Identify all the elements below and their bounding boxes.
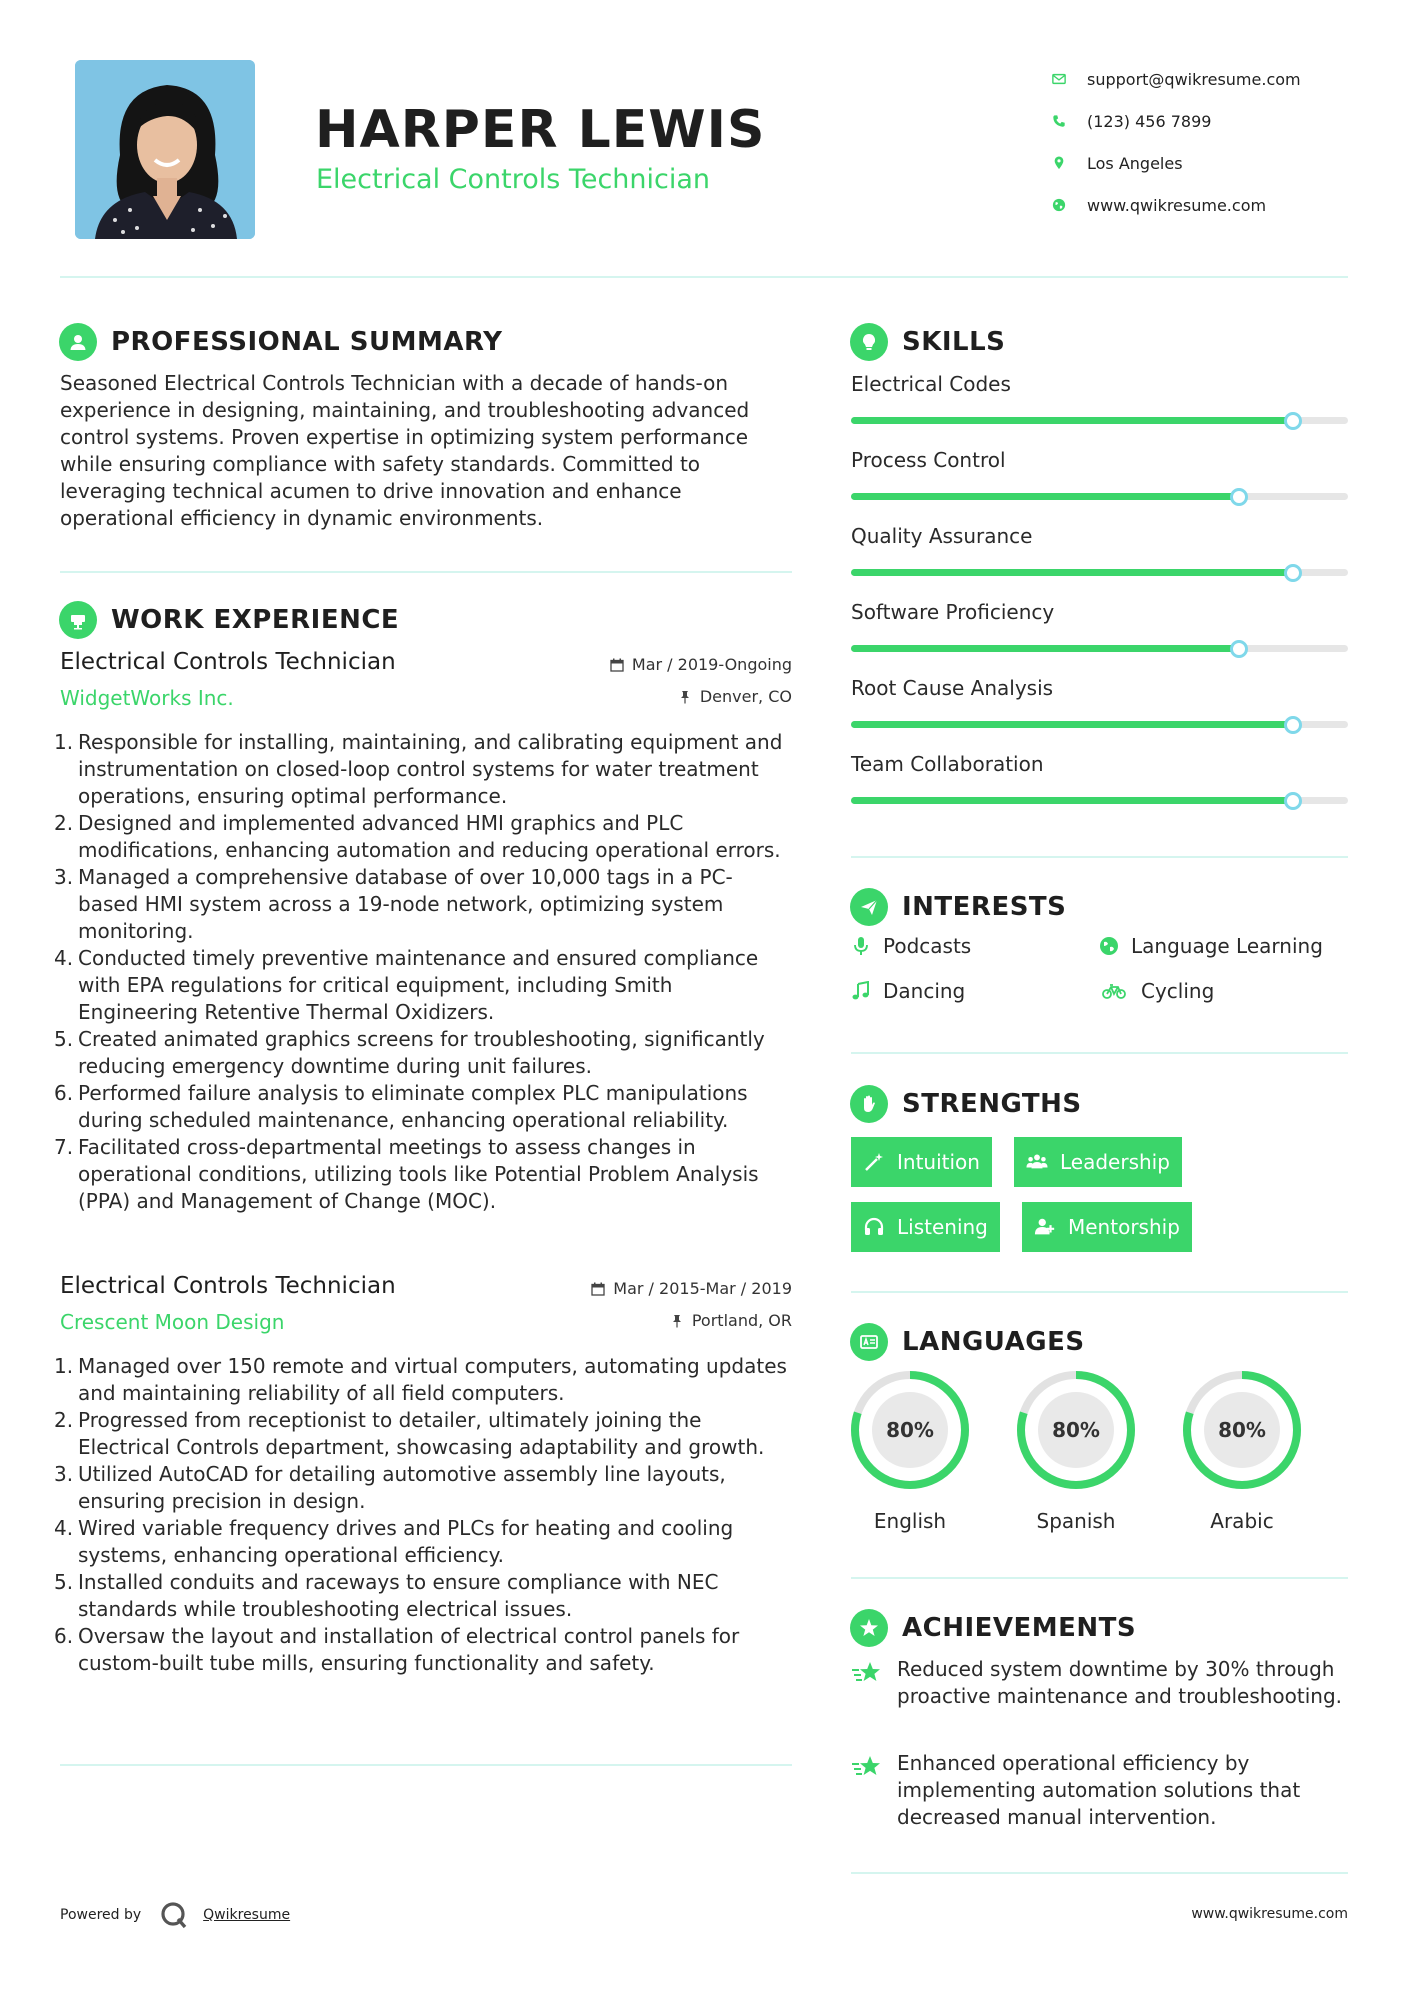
skill-knob <box>1284 792 1302 810</box>
skill-fill <box>851 569 1293 576</box>
job-2-duties <box>54 1353 792 1677</box>
skill-bar <box>851 721 1348 728</box>
phone-icon <box>1050 112 1068 130</box>
languages-heading <box>850 1323 1085 1361</box>
hand-icon <box>850 1085 888 1123</box>
summary-heading <box>59 323 502 361</box>
job-1-title: Electrical Controls Technician <box>60 649 396 675</box>
candidate-title: Electrical Controls Technician <box>316 164 711 195</box>
flying-star-icon <box>851 1658 883 1690</box>
strength-chip <box>1022 1202 1192 1252</box>
list-item: 3. Managed a comprehensive database of over 10,000 tags in a PC-based HMI system across a 19-node network, optimizing system monitoring. <box>54 865 733 943</box>
list-item: 1. Managed over 150 remote and virtual computers, automating updates and maintaining reliability of all field computers. <box>54 1354 787 1405</box>
skill-item <box>851 372 1348 448</box>
experience-heading <box>59 601 399 639</box>
powered-by-text: Powered by <box>60 1907 142 1923</box>
strength-chip <box>851 1202 1000 1252</box>
job-1-location-text: Denver, CO <box>699 687 792 706</box>
job-2-location-text: Portland, OR <box>691 1311 792 1330</box>
interest-item <box>851 934 971 958</box>
skill-fill <box>851 417 1293 424</box>
skill-bar <box>851 493 1348 500</box>
footer-powered-by <box>60 1900 290 1930</box>
candidate-name: HARPER LEWIS <box>315 100 766 160</box>
strength-label: Mentorship <box>1068 1215 1180 1239</box>
interests-heading <box>850 888 1066 926</box>
interest-label: Language Learning <box>1131 934 1323 958</box>
skill-item <box>851 676 1348 752</box>
contact-phone[interactable] <box>1050 100 1301 142</box>
list-item: 1. Responsible for installing, maintaining, and calibrating equipment and instrumentation on closed-loop control systems for water treatment operations, ensuring optimal performance. <box>54 730 783 808</box>
portrait-image <box>75 60 255 239</box>
strength-label: Leadership <box>1060 1150 1170 1174</box>
achievement-item <box>851 1750 1348 1831</box>
interest-item <box>851 979 965 1003</box>
contact-website-text: www.qwikresume.com <box>1087 195 1267 215</box>
job-1-duties <box>54 729 792 1215</box>
strengths-heading-text: STRENGTHS <box>902 1089 1082 1119</box>
achievement-text: Enhanced operational efficiency by implementing automation solutions that decreased manual intervention. <box>897 1751 1301 1829</box>
skill-item <box>851 524 1348 600</box>
job-2-location <box>670 1311 792 1330</box>
language-percent: 80% <box>1052 1418 1100 1442</box>
skills-divider <box>851 856 1348 858</box>
list-item: 4. Conducted timely preventive maintenance and ensured compliance with EPA regulations for critical equipment, including Smith Engineering Retentive Thermal Oxidizers. <box>54 946 759 1024</box>
list-item: 5. Installed conduits and raceways to ensure compliance with NEC standards while troubleshooting electrical issues. <box>54 1570 719 1621</box>
skills-heading-text: SKILLS <box>902 327 1006 357</box>
language-item <box>1015 1369 1137 1533</box>
skill-name: Quality Assurance <box>851 524 1033 548</box>
skill-name: Team Collaboration <box>851 752 1044 776</box>
list-item: 3. Utilized AutoCAD for detailing automotive assembly line layouts, ensuring precision in design. <box>54 1462 726 1513</box>
job-2-company: Crescent Moon Design <box>60 1310 285 1334</box>
job-2 <box>54 1273 792 1677</box>
skill-knob <box>1284 564 1302 582</box>
headphones-icon <box>863 1216 885 1238</box>
globe-icon <box>1050 196 1068 214</box>
briefcase-icon <box>59 601 97 639</box>
language-name: English <box>873 1509 947 1533</box>
language-item <box>849 1369 971 1533</box>
job-2-date <box>591 1279 792 1298</box>
profile-photo <box>75 60 255 239</box>
qwikresume-logo-icon <box>159 1900 189 1930</box>
interest-label: Dancing <box>883 979 966 1003</box>
skill-knob <box>1230 640 1248 658</box>
interest-item <box>1099 934 1323 958</box>
contact-email-text: support@qwikresume.com <box>1087 69 1301 89</box>
music-note-icon <box>851 981 871 1001</box>
summary-text: Seasoned Electrical Controls Technician with a decade of hands-on experience in designing, maintaining, and troubleshooting advanced control systems. Proven expertise in optimizing system performance while ensuring compliance with safety standards. Committed to leveraging technical acumen to drive innovation and enhance operational efficiency in dynamic environments. <box>60 371 750 530</box>
globe-icon <box>1099 936 1119 956</box>
pushpin-icon <box>670 1314 684 1328</box>
job-1 <box>54 649 792 1215</box>
summary-heading-text: PROFESSIONAL SUMMARY <box>111 327 503 357</box>
interest-label: Podcasts <box>883 934 972 958</box>
magic-wand-icon <box>863 1151 885 1173</box>
contact-email[interactable] <box>1050 58 1301 100</box>
job-2-date-text: Mar / 2015-Mar / 2019 <box>613 1279 792 1298</box>
skill-name: Root Cause Analysis <box>851 676 1054 700</box>
job-1-date <box>610 655 792 674</box>
skill-knob <box>1284 412 1302 430</box>
language-percent: 80% <box>1218 1418 1266 1442</box>
experience-heading-text: WORK EXPERIENCE <box>111 605 400 635</box>
interest-item <box>1099 979 1214 1003</box>
skill-name: Process Control <box>851 448 1006 472</box>
pushpin-icon <box>678 690 692 704</box>
star-badge-icon <box>850 1609 888 1647</box>
email-icon <box>1050 70 1068 88</box>
language-card-icon <box>850 1323 888 1361</box>
achievement-text: Reduced system downtime by 30% through proactive maintenance and troubleshooting. <box>897 1657 1343 1708</box>
strength-chip <box>1014 1137 1182 1187</box>
strength-chip <box>851 1137 992 1187</box>
language-name: Arabic <box>1210 1509 1274 1533</box>
skill-name: Software Proficiency <box>851 600 1055 624</box>
list-item: 2. Designed and implemented advanced HMI graphics and PLC modifications, enhancing automation and reducing operational errors. <box>54 811 781 862</box>
experience-divider <box>60 1764 792 1766</box>
language-ring <box>849 1369 971 1491</box>
language-ring <box>1015 1369 1137 1491</box>
strengths-divider <box>851 1291 1348 1293</box>
skill-bar <box>851 645 1348 652</box>
microphone-icon <box>851 936 871 956</box>
job-1-date-text: Mar / 2019-Ongoing <box>631 655 792 674</box>
list-item: 5. Created animated graphics screens for troubleshooting, significantly reducing emergency downtime during unit failures. <box>54 1027 765 1078</box>
list-item: 4. Wired variable frequency drives and PLCs for heating and cooling systems, enhancing operational efficiency. <box>54 1516 734 1567</box>
skill-bar <box>851 797 1348 804</box>
summary-divider <box>60 571 792 573</box>
group-icon <box>1026 1151 1048 1173</box>
skills-heading <box>850 323 1005 361</box>
languages-heading-text: LANGUAGES <box>902 1327 1085 1357</box>
footer-url[interactable]: www.qwikresume.com <box>1191 1906 1348 1922</box>
flying-star-icon <box>851 1752 883 1784</box>
skill-fill <box>851 493 1239 500</box>
skills-list <box>851 372 1348 828</box>
job-1-location <box>678 687 792 706</box>
lightbulb-icon <box>850 323 888 361</box>
interests-heading-text: INTERESTS <box>902 892 1067 922</box>
skill-item <box>851 448 1348 524</box>
strength-label: Intuition <box>897 1150 980 1174</box>
language-name: Spanish <box>1036 1509 1116 1533</box>
skill-knob <box>1230 488 1248 506</box>
strengths-heading <box>850 1085 1082 1123</box>
user-icon <box>59 323 97 361</box>
skill-bar <box>851 417 1348 424</box>
header-divider <box>60 276 1348 278</box>
skill-name: Electrical Codes <box>851 372 1011 396</box>
skill-fill <box>851 721 1293 728</box>
job-1-company: WidgetWorks Inc. <box>60 686 234 710</box>
contact-phone-text: (123) 456 7899 <box>1087 111 1212 131</box>
skill-knob <box>1284 716 1302 734</box>
skill-item <box>851 752 1348 828</box>
language-ring <box>1181 1369 1303 1491</box>
calendar-icon <box>610 658 624 672</box>
strength-label: Listening <box>897 1215 988 1239</box>
achievements-heading-text: ACHIEVEMENTS <box>902 1613 1137 1643</box>
list-item: 6. Performed failure analysis to eliminate complex PLC manipulations during scheduled maintenance, enhancing operational reliability. <box>54 1081 748 1132</box>
interest-label: Cycling <box>1141 979 1215 1003</box>
location-pin-icon <box>1050 154 1068 172</box>
skill-fill <box>851 645 1239 652</box>
skill-bar <box>851 569 1348 576</box>
job-2-title: Electrical Controls Technician <box>60 1273 396 1299</box>
language-item <box>1181 1369 1303 1533</box>
calendar-icon <box>591 1282 605 1296</box>
bicycle-icon <box>1099 981 1129 1001</box>
achievement-item <box>851 1656 1348 1710</box>
contact-location-text: Los Angeles <box>1087 153 1183 173</box>
achievements-heading <box>850 1609 1136 1647</box>
user-plus-icon <box>1034 1216 1056 1238</box>
achievements-divider <box>851 1872 1348 1874</box>
contact-list <box>1050 58 1301 226</box>
skill-item <box>851 600 1348 676</box>
list-item: 7. Facilitated cross-departmental meetings to assess changes in operational conditions, utilizing tools like Potential Problem Analysis (PPA) and Management of Change (MOC). <box>54 1135 759 1213</box>
summary-section <box>60 370 792 532</box>
list-item: 6. Oversaw the layout and installation of electrical control panels for custom-built tube mills, ensuring functionality and safety. <box>54 1624 740 1675</box>
language-percent: 80% <box>886 1418 934 1442</box>
skill-fill <box>851 797 1293 804</box>
languages-divider <box>851 1577 1348 1579</box>
list-item: 2. Progressed from receptionist to detailer, ultimately joining the Electrical Controls department, showcasing adaptability and growth. <box>54 1408 765 1459</box>
interests-list <box>851 934 1348 1034</box>
paper-plane-icon <box>850 888 888 926</box>
interests-divider <box>851 1052 1348 1054</box>
contact-website[interactable] <box>1050 184 1301 226</box>
contact-location <box>1050 142 1301 184</box>
brand-link[interactable]: Qwikresume <box>203 1907 291 1923</box>
